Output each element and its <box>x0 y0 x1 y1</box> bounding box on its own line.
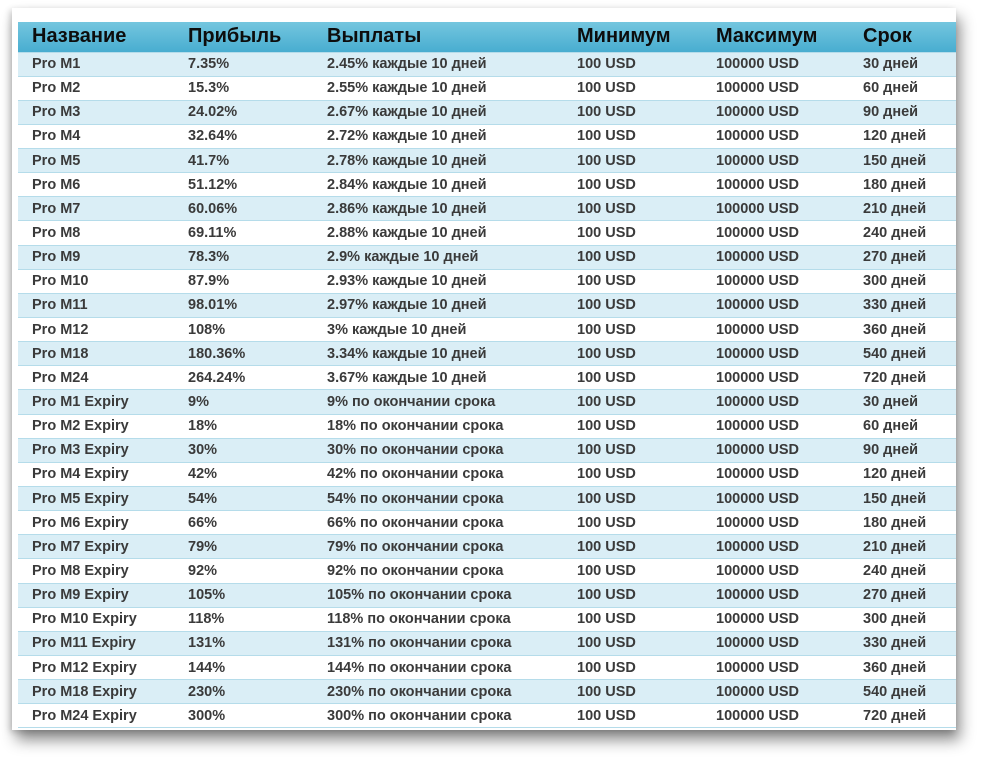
cell-payouts: 30% по окончании срока <box>313 438 563 462</box>
cell-term: 540 дней <box>849 680 956 704</box>
cell-maximum: 100000 USD <box>702 680 849 704</box>
table-row <box>18 293 956 317</box>
cell-term: 90 дней <box>849 100 956 124</box>
cell-minimum: 100 USD <box>563 318 702 342</box>
cell-term: 300 дней <box>849 269 956 293</box>
table-body <box>18 52 956 728</box>
cell-name: Pro M5 Expiry <box>18 487 174 511</box>
cell-payouts: 92% по окончании срока <box>313 559 563 583</box>
cell-maximum: 100000 USD <box>702 607 849 631</box>
table-row <box>18 414 956 438</box>
cell-profit: 230% <box>174 680 313 704</box>
cell-minimum: 100 USD <box>563 390 702 414</box>
table-row <box>18 245 956 269</box>
cell-term: 720 дней <box>849 704 956 728</box>
cell-minimum: 100 USD <box>563 197 702 221</box>
cell-payouts: 230% по окончании срока <box>313 680 563 704</box>
cell-minimum: 100 USD <box>563 245 702 269</box>
table-row <box>18 149 956 173</box>
cell-maximum: 100000 USD <box>702 390 849 414</box>
cell-maximum: 100000 USD <box>702 52 849 76</box>
cell-term: 210 дней <box>849 197 956 221</box>
cell-profit: 105% <box>174 583 313 607</box>
cell-term: 30 дней <box>849 52 956 76</box>
cell-profit: 30% <box>174 438 313 462</box>
cell-name: Pro M3 Expiry <box>18 438 174 462</box>
table-row <box>18 583 956 607</box>
table-row <box>18 631 956 655</box>
cell-profit: 32.64% <box>174 124 313 148</box>
cell-term: 240 дней <box>849 221 956 245</box>
cell-maximum: 100000 USD <box>702 342 849 366</box>
cell-profit: 9% <box>174 390 313 414</box>
cell-maximum: 100000 USD <box>702 269 849 293</box>
cell-profit: 66% <box>174 511 313 535</box>
cell-maximum: 100000 USD <box>702 173 849 197</box>
cell-profit: 264.24% <box>174 366 313 390</box>
cell-name: Pro M7 Expiry <box>18 535 174 559</box>
cell-term: 180 дней <box>849 511 956 535</box>
cell-maximum: 100000 USD <box>702 656 849 680</box>
cell-profit: 60.06% <box>174 197 313 221</box>
tariff-table <box>18 22 956 728</box>
cell-profit: 42% <box>174 462 313 486</box>
cell-name: Pro M2 Expiry <box>18 414 174 438</box>
cell-payouts: 105% по окончании срока <box>313 583 563 607</box>
cell-maximum: 100000 USD <box>702 245 849 269</box>
cell-term: 330 дней <box>849 631 956 655</box>
cell-minimum: 100 USD <box>563 487 702 511</box>
cell-term: 720 дней <box>849 366 956 390</box>
cell-maximum: 100000 USD <box>702 438 849 462</box>
table-row <box>18 197 956 221</box>
cell-maximum: 100000 USD <box>702 76 849 100</box>
cell-term: 360 дней <box>849 656 956 680</box>
cell-term: 60 дней <box>849 76 956 100</box>
cell-minimum: 100 USD <box>563 293 702 317</box>
cell-payouts: 2.84% каждые 10 дней <box>313 173 563 197</box>
cell-payouts: 2.88% каждые 10 дней <box>313 221 563 245</box>
header-row <box>18 22 956 52</box>
table-row <box>18 607 956 631</box>
cell-payouts: 66% по окончании срока <box>313 511 563 535</box>
cell-profit: 41.7% <box>174 149 313 173</box>
cell-payouts: 144% по окончании срока <box>313 656 563 680</box>
cell-name: Pro M12 Expiry <box>18 656 174 680</box>
cell-payouts: 3.34% каждые 10 дней <box>313 342 563 366</box>
cell-profit: 108% <box>174 318 313 342</box>
cell-maximum: 100000 USD <box>702 487 849 511</box>
table-row <box>18 462 956 486</box>
cell-profit: 54% <box>174 487 313 511</box>
cell-term: 150 дней <box>849 149 956 173</box>
table-row <box>18 100 956 124</box>
cell-profit: 78.3% <box>174 245 313 269</box>
cell-name: Pro M4 <box>18 124 174 148</box>
cell-name: Pro M18 Expiry <box>18 680 174 704</box>
cell-minimum: 100 USD <box>563 76 702 100</box>
cell-term: 210 дней <box>849 535 956 559</box>
cell-payouts: 42% по окончании срока <box>313 462 563 486</box>
table-row <box>18 366 956 390</box>
cell-name: Pro M1 <box>18 52 174 76</box>
cell-name: Pro M4 Expiry <box>18 462 174 486</box>
cell-maximum: 100000 USD <box>702 559 849 583</box>
cell-payouts: 2.72% каждые 10 дней <box>313 124 563 148</box>
cell-maximum: 100000 USD <box>702 149 849 173</box>
cell-name: Pro M11 Expiry <box>18 631 174 655</box>
table-row <box>18 704 956 728</box>
cell-term: 360 дней <box>849 318 956 342</box>
cell-profit: 300% <box>174 704 313 728</box>
cell-payouts: 2.45% каждые 10 дней <box>313 52 563 76</box>
cell-term: 120 дней <box>849 124 956 148</box>
cell-minimum: 100 USD <box>563 583 702 607</box>
cell-name: Pro M7 <box>18 197 174 221</box>
cell-term: 120 дней <box>849 462 956 486</box>
header-term: Срок <box>863 25 912 48</box>
cell-payouts: 79% по окончании срока <box>313 535 563 559</box>
cell-maximum: 100000 USD <box>702 100 849 124</box>
cell-term: 60 дней <box>849 414 956 438</box>
cell-name: Pro M8 Expiry <box>18 559 174 583</box>
cell-maximum: 100000 USD <box>702 366 849 390</box>
cell-name: Pro M6 <box>18 173 174 197</box>
cell-term: 30 дней <box>849 390 956 414</box>
cell-profit: 180.36% <box>174 342 313 366</box>
cell-maximum: 100000 USD <box>702 535 849 559</box>
table-row <box>18 535 956 559</box>
cell-payouts: 2.97% каждые 10 дней <box>313 293 563 317</box>
cell-minimum: 100 USD <box>563 124 702 148</box>
cell-maximum: 100000 USD <box>702 318 849 342</box>
cell-term: 240 дней <box>849 559 956 583</box>
cell-minimum: 100 USD <box>563 656 702 680</box>
cell-name: Pro M9 <box>18 245 174 269</box>
table-row <box>18 52 956 76</box>
table-row <box>18 342 956 366</box>
cell-profit: 79% <box>174 535 313 559</box>
cell-minimum: 100 USD <box>563 704 702 728</box>
cell-name: Pro M10 <box>18 269 174 293</box>
cell-minimum: 100 USD <box>563 462 702 486</box>
cell-maximum: 100000 USD <box>702 293 849 317</box>
cell-minimum: 100 USD <box>563 173 702 197</box>
cell-name: Pro M1 Expiry <box>18 390 174 414</box>
table-row <box>18 438 956 462</box>
header-maximum: Максимум <box>716 25 818 48</box>
cell-profit: 7.35% <box>174 52 313 76</box>
cell-maximum: 100000 USD <box>702 631 849 655</box>
cell-payouts: 2.67% каждые 10 дней <box>313 100 563 124</box>
table-row <box>18 76 956 100</box>
cell-name: Pro M11 <box>18 293 174 317</box>
cell-profit: 24.02% <box>174 100 313 124</box>
cell-profit: 98.01% <box>174 293 313 317</box>
table-header <box>18 22 956 52</box>
cell-payouts: 2.55% каждые 10 дней <box>313 76 563 100</box>
cell-maximum: 100000 USD <box>702 197 849 221</box>
table-row <box>18 559 956 583</box>
cell-payouts: 131% по окончании срока <box>313 631 563 655</box>
cell-term: 300 дней <box>849 607 956 631</box>
cell-profit: 18% <box>174 414 313 438</box>
cell-maximum: 100000 USD <box>702 221 849 245</box>
cell-name: Pro M24 Expiry <box>18 704 174 728</box>
cell-maximum: 100000 USD <box>702 583 849 607</box>
cell-minimum: 100 USD <box>563 342 702 366</box>
cell-term: 150 дней <box>849 487 956 511</box>
cell-minimum: 100 USD <box>563 414 702 438</box>
cell-minimum: 100 USD <box>563 100 702 124</box>
cell-payouts: 3% каждые 10 дней <box>313 318 563 342</box>
cell-profit: 118% <box>174 607 313 631</box>
cell-profit: 51.12% <box>174 173 313 197</box>
cell-minimum: 100 USD <box>563 366 702 390</box>
header-minimum: Минимум <box>577 25 671 48</box>
cell-name: Pro M24 <box>18 366 174 390</box>
cell-minimum: 100 USD <box>563 511 702 535</box>
cell-profit: 144% <box>174 656 313 680</box>
table-sheet <box>12 8 956 730</box>
cell-minimum: 100 USD <box>563 149 702 173</box>
cell-term: 180 дней <box>849 173 956 197</box>
cell-minimum: 100 USD <box>563 535 702 559</box>
cell-name: Pro M8 <box>18 221 174 245</box>
cell-payouts: 2.93% каждые 10 дней <box>313 269 563 293</box>
cell-minimum: 100 USD <box>563 52 702 76</box>
cell-term: 270 дней <box>849 245 956 269</box>
cell-profit: 87.9% <box>174 269 313 293</box>
cell-payouts: 9% по окончании срока <box>313 390 563 414</box>
cell-maximum: 100000 USD <box>702 462 849 486</box>
table-row <box>18 124 956 148</box>
header-payouts: Выплаты <box>327 25 422 48</box>
cell-payouts: 18% по окончании срока <box>313 414 563 438</box>
cell-maximum: 100000 USD <box>702 124 849 148</box>
table-row <box>18 269 956 293</box>
cell-payouts: 300% по окончании срока <box>313 704 563 728</box>
table-row <box>18 680 956 704</box>
cell-minimum: 100 USD <box>563 607 702 631</box>
cell-name: Pro M10 Expiry <box>18 607 174 631</box>
table-row <box>18 656 956 680</box>
table-row <box>18 221 956 245</box>
table-row <box>18 487 956 511</box>
cell-name: Pro M6 Expiry <box>18 511 174 535</box>
cell-name: Pro M9 Expiry <box>18 583 174 607</box>
cell-name: Pro M12 <box>18 318 174 342</box>
cell-name: Pro M18 <box>18 342 174 366</box>
cell-payouts: 2.9% каждые 10 дней <box>313 245 563 269</box>
cell-term: 330 дней <box>849 293 956 317</box>
cell-term: 90 дней <box>849 438 956 462</box>
cell-term: 540 дней <box>849 342 956 366</box>
table-row <box>18 390 956 414</box>
cell-payouts: 118% по окончании срока <box>313 607 563 631</box>
table-row <box>18 511 956 535</box>
table-row <box>18 173 956 197</box>
cell-minimum: 100 USD <box>563 631 702 655</box>
cell-profit: 69.11% <box>174 221 313 245</box>
cell-payouts: 54% по окончании срока <box>313 487 563 511</box>
cell-profit: 131% <box>174 631 313 655</box>
header-profit: Прибыль <box>188 25 282 48</box>
cell-maximum: 100000 USD <box>702 704 849 728</box>
cell-payouts: 2.78% каждые 10 дней <box>313 149 563 173</box>
cell-payouts: 2.86% каждые 10 дней <box>313 197 563 221</box>
cell-minimum: 100 USD <box>563 559 702 583</box>
cell-minimum: 100 USD <box>563 221 702 245</box>
table-row <box>18 318 956 342</box>
cell-name: Pro M5 <box>18 149 174 173</box>
cell-maximum: 100000 USD <box>702 414 849 438</box>
cell-minimum: 100 USD <box>563 680 702 704</box>
cell-minimum: 100 USD <box>563 269 702 293</box>
cell-profit: 92% <box>174 559 313 583</box>
header-name: Название <box>32 25 127 48</box>
cell-minimum: 100 USD <box>563 438 702 462</box>
cell-maximum: 100000 USD <box>702 511 849 535</box>
cell-profit: 15.3% <box>174 76 313 100</box>
cell-payouts: 3.67% каждые 10 дней <box>313 366 563 390</box>
cell-name: Pro M3 <box>18 100 174 124</box>
cell-name: Pro M2 <box>18 76 174 100</box>
cell-term: 270 дней <box>849 583 956 607</box>
